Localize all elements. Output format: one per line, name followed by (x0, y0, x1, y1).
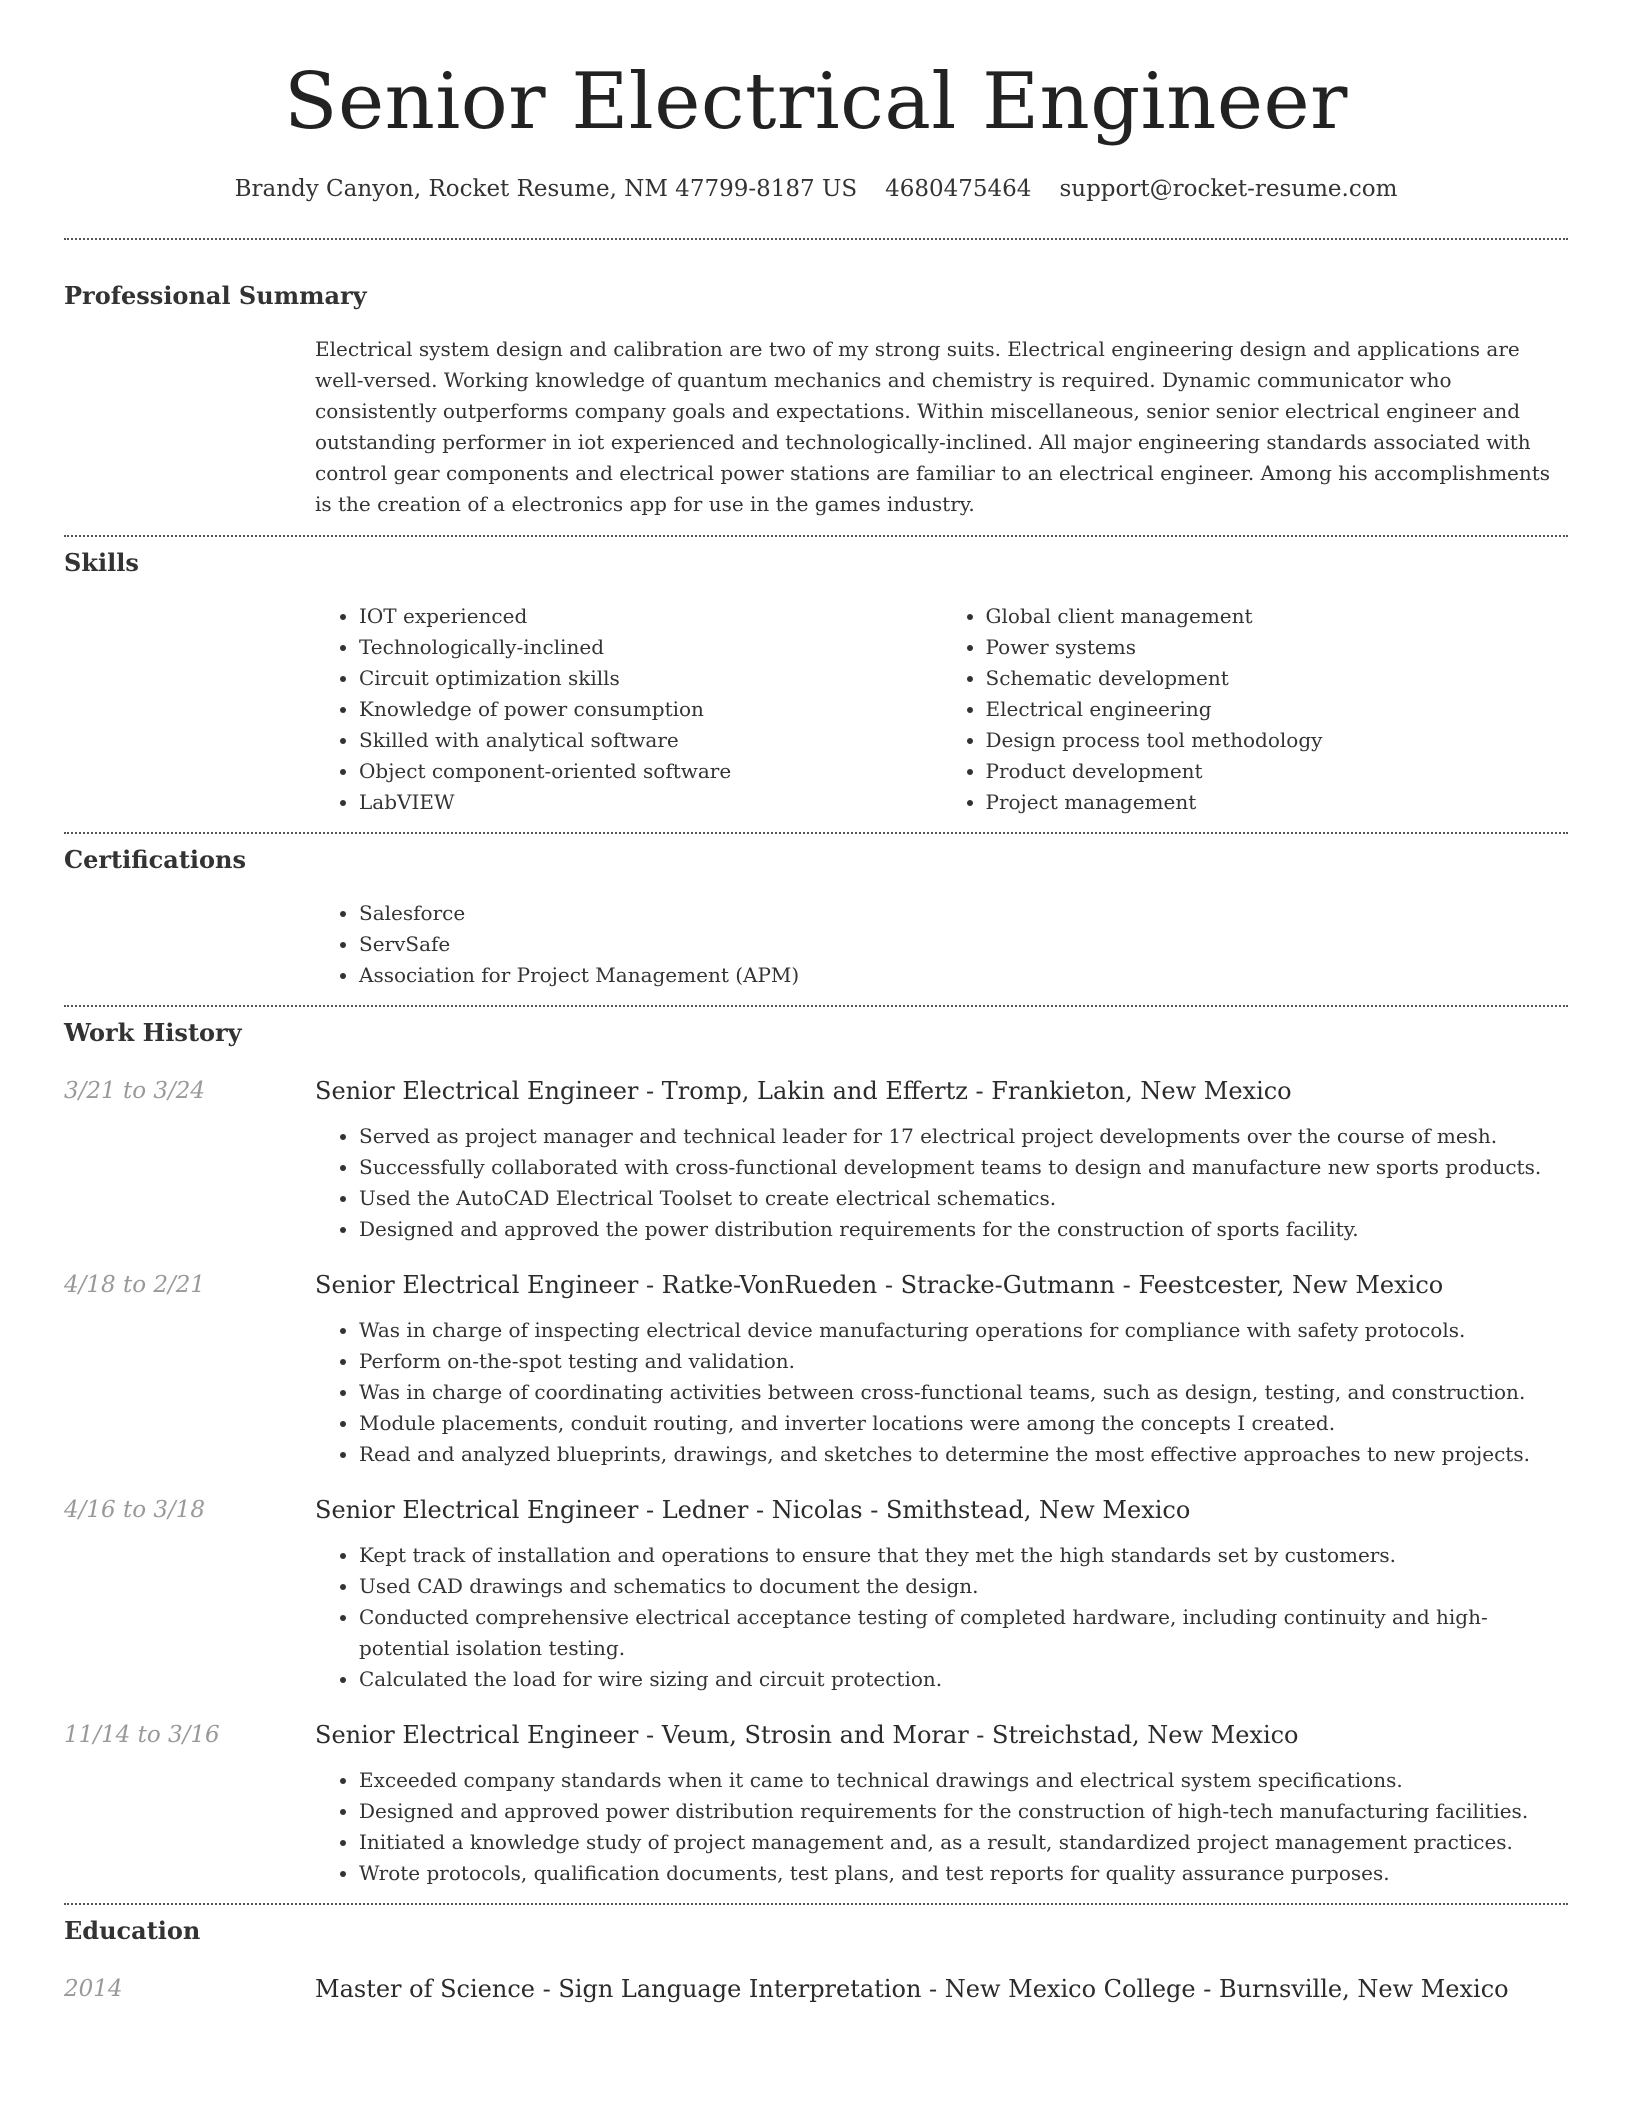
job-bullets (315, 1121, 1568, 1245)
skill-item: • Technologically-inclined (359, 632, 942, 663)
job-bullet: • Successfully collaborated with cross-functional development teams to design and manufacture new sports products. (359, 1152, 1568, 1183)
job-bullet: • Used CAD drawings and schematics to document the design. (359, 1571, 1568, 1602)
skill-item: • IOT experienced (359, 601, 942, 632)
job-entry (64, 1494, 1568, 1695)
skill-item: • Object component-oriented software (359, 756, 942, 787)
job-bullet: • Wrote protocols, qualification documents, test plans, and test reports for quality assurance purposes. (359, 1858, 1568, 1889)
section-divider (64, 832, 1568, 834)
job-entry (64, 1719, 1568, 1889)
skill-item: • Circuit optimization skills (359, 663, 942, 694)
job-bullet: • Designed and approved the power distribution requirements for the construction of sports facility. (359, 1214, 1568, 1245)
job-entry (64, 1269, 1568, 1470)
job-details (315, 1719, 1568, 1889)
job-title: Senior Electrical Engineer - Veum, Strosin and Morar - Streichstad, New Mexico (315, 1721, 1299, 1749)
job-dates: 11/14 to 3/16 (64, 1722, 220, 1748)
certification-item: • Association for Project Management (APM) (359, 960, 1568, 991)
certifications-list (315, 898, 1568, 991)
job-bullet: • Designed and approved power distribution requirements for the construction of high-tech manufacturing facilities. (359, 1796, 1568, 1827)
job-bullets (315, 1315, 1568, 1470)
job-bullet: • Served as project manager and technical leader for 17 electrical project developments over the course of mesh. (359, 1121, 1568, 1152)
skill-item: • Knowledge of power consumption (359, 694, 942, 725)
contact-address: Brandy Canyon, Rocket Resume, NM 47799-8187 US (234, 176, 858, 202)
job-details (315, 1269, 1568, 1470)
skill-item: • Global client management (986, 601, 1569, 632)
education-heading: Education (64, 1916, 201, 1945)
certifications-heading: Certifications (64, 845, 247, 874)
skill-item: • Schematic development (986, 663, 1569, 694)
section-divider (64, 1903, 1568, 1905)
contact-line (64, 174, 1568, 204)
education-title: Master of Science - Sign Language Interpretation - New Mexico College - Burnsville, New Mexico (315, 1975, 1509, 2003)
job-title: Senior Electrical Engineer - Tromp, Lakin and Effertz - Frankieton, New Mexico (315, 1077, 1292, 1105)
job-bullets (315, 1765, 1568, 1889)
skills-list-left (315, 601, 942, 818)
education-details (315, 1973, 1568, 2005)
job-bullet: • Conducted comprehensive electrical acceptance testing of completed hardware, including continuity and high-potential isolation testing. (359, 1602, 1568, 1664)
skill-item: • Design process tool methodology (986, 725, 1569, 756)
summary-heading: Professional Summary (64, 281, 367, 310)
job-bullet: • Initiated a knowledge study of project management and, as a result, standardized project management practices. (359, 1827, 1568, 1858)
contact-email: support@rocket-resume.com (1059, 176, 1398, 202)
job-bullets (315, 1540, 1568, 1695)
job-bullet: • Perform on-the-spot testing and validation. (359, 1346, 1568, 1377)
contact-phone: 4680475464 (885, 176, 1032, 202)
job-dates: 4/16 to 3/18 (64, 1497, 206, 1523)
job-bullet: • Kept track of installation and operations to ensure that they met the high standards set by customers. (359, 1540, 1568, 1571)
section-divider (64, 238, 1568, 240)
skills-grid (315, 601, 1568, 818)
skill-item: • Project management (986, 787, 1569, 818)
education-entry (64, 1973, 1568, 2005)
job-dates: 4/18 to 2/21 (64, 1272, 206, 1298)
skill-item: • Electrical engineering (986, 694, 1569, 725)
work-heading: Work History (64, 1018, 242, 1047)
job-bullet: • Was in charge of coordinating activities between cross-functional teams, such as design, testing, and construction. (359, 1377, 1568, 1408)
job-bullet: • Module placements, conduit routing, and inverter locations were among the concepts I created. (359, 1408, 1568, 1439)
job-details (315, 1494, 1568, 1695)
job-dates: 3/21 to 3/24 (64, 1078, 206, 1104)
job-bullet: • Was in charge of inspecting electrical device manufacturing operations for compliance with safety protocols. (359, 1315, 1568, 1346)
job-bullet: • Read and analyzed blueprints, drawings, and sketches to determine the most effective approaches to new projects. (359, 1439, 1568, 1470)
summary-body (315, 334, 1568, 520)
skills-heading: Skills (64, 548, 139, 577)
section-divider (64, 535, 1568, 537)
section-divider (64, 1005, 1568, 1007)
education-date: 2014 (64, 1976, 123, 2002)
certification-item: • Salesforce (359, 898, 1568, 929)
job-bullet: • Used the AutoCAD Electrical Toolset to create electrical schematics. (359, 1183, 1568, 1214)
certification-item: • ServSafe (359, 929, 1568, 960)
resume-content (64, 0, 1568, 2005)
certifications-body (315, 898, 1568, 991)
job-title: Senior Electrical Engineer - Ledner - Nicolas - Smithstead, New Mexico (315, 1496, 1191, 1524)
job-bullet: • Calculated the load for wire sizing and circuit protection. (359, 1664, 1568, 1695)
job-details (315, 1075, 1568, 1245)
job-title: Senior Electrical Engineer - Ratke-VonRueden - Stracke-Gutmann - Feestcester, New Mexico (315, 1271, 1444, 1299)
skill-item: • LabVIEW (359, 787, 942, 818)
skill-item: • Product development (986, 756, 1569, 787)
skill-item: • Skilled with analytical software (359, 725, 942, 756)
summary-text: Electrical system design and calibration are two of my strong suits. Electrical engineering design and applications are well-versed. Working knowledge of quantum mechanics and chemistry is required. Dynamic communicator who consistently outperforms company goals and expectations. Within miscellaneous, senior senior electrical engineer and outstanding performer in iot experienced and technologically-inclined. All major engineering standards associated with control gear components and electrical power stations are familiar to an electrical engineer. Among his accomplishments is the creation of a electronics app for use in the games industry. (315, 337, 1551, 516)
job-bullet: • Exceeded company standards when it came to technical drawings and electrical system specifications. (359, 1765, 1568, 1796)
resume-name: Senior Electrical Engineer (284, 57, 1348, 147)
skills-list-right (942, 601, 1569, 818)
job-entry (64, 1075, 1568, 1245)
skill-item: • Power systems (986, 632, 1569, 663)
